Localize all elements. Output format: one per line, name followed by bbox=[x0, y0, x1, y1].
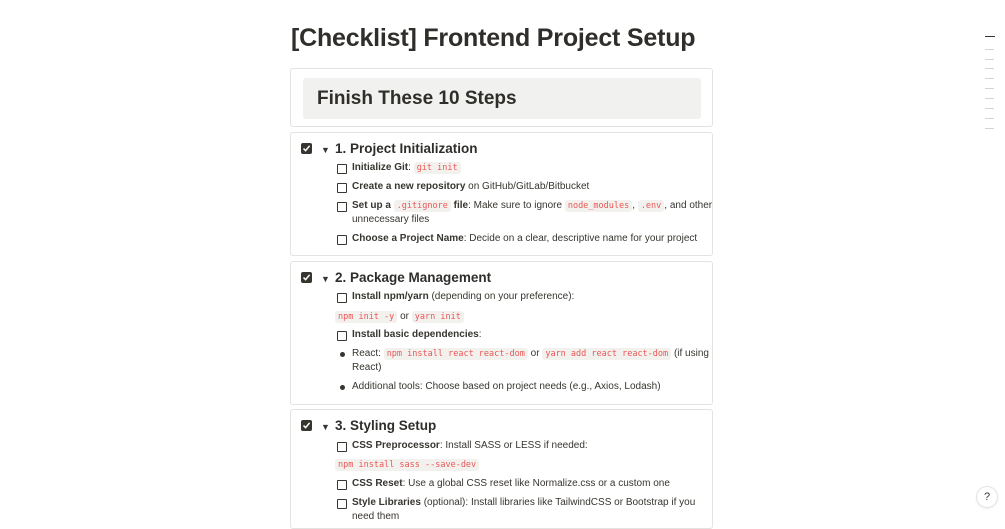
todo-text: : Decide on a clear, descriptive name for your project bbox=[463, 233, 698, 244]
section-heading: 2. Package Management bbox=[335, 270, 492, 285]
todo-item bbox=[352, 290, 574, 304]
todo-item bbox=[352, 496, 695, 510]
todo-text-line2: need them bbox=[352, 511, 400, 522]
inline-code: .gitignore bbox=[394, 200, 451, 212]
todo-item: Set up a .gitignore file: Make sure to ignore node_modules , .env , and other bbox=[352, 200, 713, 211]
todo-text: on GitHub/GitLab/Bitbucket bbox=[465, 181, 590, 192]
todo-checkbox[interactable] bbox=[337, 164, 347, 174]
todo-bold: Choose a Project Name bbox=[352, 233, 464, 244]
section-checkbox-checked[interactable] bbox=[301, 420, 312, 431]
todo-checkbox[interactable] bbox=[337, 202, 347, 212]
toc-line[interactable] bbox=[985, 68, 994, 69]
toc-line[interactable] bbox=[985, 49, 994, 50]
todo-item bbox=[352, 180, 589, 194]
todo-text: : bbox=[408, 162, 411, 173]
toc-line[interactable] bbox=[985, 88, 994, 89]
page-title: [Checklist] Frontend Project Setup bbox=[291, 24, 696, 52]
inline-code: node_modules bbox=[565, 200, 632, 212]
toc-line[interactable] bbox=[985, 118, 994, 119]
callout-text: Finish These 10 Steps bbox=[317, 88, 517, 109]
todo-text: , and other bbox=[664, 200, 713, 211]
todo-text: : Use a global CSS reset like Normalize.css or a custom one bbox=[402, 478, 670, 489]
todo-text-line2: unnecessary files bbox=[352, 214, 430, 225]
todo-bold: CSS Reset bbox=[352, 478, 403, 489]
section-project-initialization bbox=[290, 132, 713, 256]
section-package-management bbox=[290, 261, 713, 405]
todo-item bbox=[352, 161, 461, 175]
todo-bold: Install basic dependencies bbox=[352, 329, 479, 340]
todo-text: : Install SASS or LESS if needed: bbox=[439, 440, 588, 451]
todo-checkbox[interactable] bbox=[337, 235, 347, 245]
bullet-dot bbox=[340, 385, 345, 390]
todo-checkbox[interactable] bbox=[337, 331, 347, 341]
bullet-dot bbox=[340, 352, 345, 357]
inline-code: git init bbox=[414, 162, 461, 174]
todo-bold: Initialize Git bbox=[352, 162, 409, 173]
inline-code: npm install react react-dom bbox=[384, 348, 528, 360]
todo-checkbox[interactable] bbox=[337, 480, 347, 490]
section-styling-setup bbox=[290, 409, 713, 529]
toggle-triangle-icon[interactable]: ▼ bbox=[321, 145, 330, 155]
inline-code: npm init -y bbox=[335, 311, 397, 323]
section-checkbox-checked[interactable] bbox=[301, 143, 312, 154]
help-icon: ? bbox=[983, 491, 991, 503]
callout-block bbox=[290, 68, 713, 127]
toc-line[interactable] bbox=[985, 78, 994, 79]
code-line bbox=[335, 310, 464, 324]
todo-checkbox[interactable] bbox=[337, 183, 347, 193]
todo-item bbox=[352, 328, 482, 342]
inline-code: yarn add react react-dom bbox=[542, 348, 671, 360]
bullet-text: (if using bbox=[673, 348, 709, 359]
toc-line[interactable] bbox=[985, 108, 994, 109]
todo-bold: Style Libraries bbox=[352, 497, 421, 508]
toc-line-active[interactable] bbox=[985, 36, 995, 37]
todo-text: : Make sure to ignore bbox=[468, 200, 563, 211]
todo-text: (depending on your preference): bbox=[428, 291, 575, 302]
callout-box bbox=[303, 78, 701, 119]
toc-line[interactable] bbox=[985, 98, 994, 99]
todo-bold: Install npm/yarn bbox=[352, 291, 429, 302]
section-heading: 1. Project Initialization bbox=[335, 141, 478, 156]
todo-bold: CSS Preprocessor bbox=[352, 440, 440, 451]
toggle-triangle-icon[interactable]: ▼ bbox=[321, 422, 330, 432]
toc-line[interactable] bbox=[985, 128, 994, 129]
todo-text: : bbox=[478, 329, 482, 340]
inline-code: npm install sass --save-dev bbox=[335, 459, 479, 471]
inline-code: .env bbox=[638, 200, 664, 212]
todo-item bbox=[352, 232, 697, 246]
bullet-item bbox=[352, 347, 709, 361]
code-line bbox=[335, 458, 479, 472]
bullet-text: React: bbox=[352, 348, 381, 359]
todo-bold: Create a new repository bbox=[352, 181, 466, 192]
bullet-text-line2: React) bbox=[352, 362, 382, 373]
bullet-item: Additional tools: Choose based on project needs (e.g., Axios, Lodash) bbox=[352, 381, 661, 392]
inline-code: yarn init bbox=[412, 311, 464, 323]
todo-item bbox=[352, 477, 670, 491]
section-heading: 3. Styling Setup bbox=[335, 418, 437, 433]
toggle-triangle-icon[interactable]: ▼ bbox=[321, 274, 330, 284]
text-or: or bbox=[530, 348, 540, 359]
toc-line[interactable] bbox=[985, 59, 994, 60]
todo-checkbox[interactable] bbox=[337, 442, 347, 452]
todo-item bbox=[352, 439, 588, 453]
todo-checkbox[interactable] bbox=[337, 293, 347, 303]
todo-text: (optional): Install libraries like TailwindCSS or Bootstrap if you bbox=[420, 497, 696, 508]
help-button[interactable] bbox=[977, 487, 997, 507]
todo-bold: file bbox=[453, 200, 469, 211]
text-or: or bbox=[400, 311, 409, 322]
todo-bold: Set up a bbox=[352, 200, 391, 211]
section-checkbox-checked[interactable] bbox=[301, 272, 312, 283]
todo-checkbox[interactable] bbox=[337, 499, 347, 509]
